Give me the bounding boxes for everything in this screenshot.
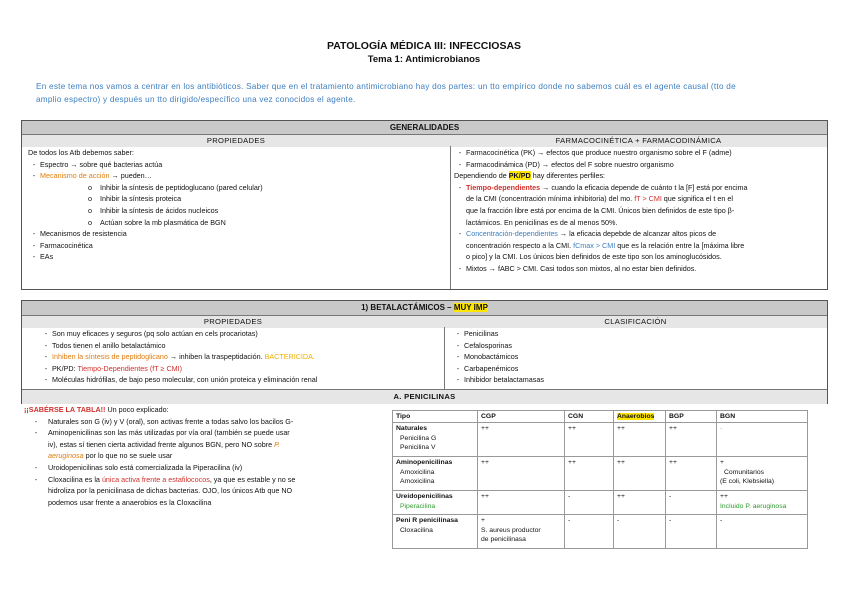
pkpd-highlight: PK/PD — [508, 171, 531, 181]
list-item — [24, 404, 384, 416]
table-cell: ++ — [614, 423, 666, 457]
list-item: - Uroidopenicilinas solo está comercializada la Piperacilina (iv) — [34, 462, 243, 472]
penicilinas-explanation — [24, 404, 384, 508]
list-item — [454, 193, 824, 205]
propiedades-column — [28, 147, 448, 263]
pen-text: Naturales son G (iv) y V (oral), son activas frente a todas salvo los bacilos G- — [48, 416, 294, 426]
conc-text: → la eficacia depebde de alcanzar altos picos de — [557, 229, 717, 239]
drug-name: Amoxicilina — [400, 478, 435, 486]
sub-text: Inhibir la síntesis de peptidoglucano (pared celular) — [100, 182, 263, 192]
table-cell: - — [614, 515, 666, 549]
tiempo-label: Tiempo-dependientes — [466, 182, 541, 192]
generalidades-table — [21, 120, 828, 290]
list-item: - Todos tienen el anillo betalactámico — [44, 340, 166, 350]
espectro-text: Espectro → sobre qué bacterias actúa — [40, 159, 163, 169]
prop-text: Moléculas hidrófilas, de bajo peso molecular, con unión proteica y eliminación renal — [52, 375, 318, 385]
table-row — [393, 491, 808, 515]
list-item: - Penicilinas — [456, 329, 499, 338]
sub-item: o Actúan sobre la mb plasmática de BGN — [88, 217, 226, 227]
table-cell — [393, 457, 478, 491]
propiedades-header: PROPIEDADES — [22, 134, 451, 147]
pen-text: , ya que es estable y no se — [209, 474, 296, 484]
list-item: - Aminopenicilinas son las más utilizadas por vía oral (también se puede usar — [34, 428, 290, 438]
list-item: - Carbapenémicos — [456, 363, 519, 373]
table-cell — [393, 515, 478, 549]
betalactamicos-table — [21, 300, 828, 404]
pk-text: Farmacocinética (PK) → efectos que produce nuestro organismo sobre el F (adme) — [466, 148, 732, 157]
bgn-note: Incluido P. aeruginosa — [720, 502, 787, 510]
intro-line: En este tema nos vamos a centrar en los antibióticos. Saber que en el tratamiento antimicrobiano hay dos partes: un tto empírico donde no sabemos cuál es el agente causal (tto de — [36, 82, 736, 91]
list-item — [24, 439, 384, 451]
page-title: PATOLOGÍA MÉDICA III: INFECCIOSAS — [326, 40, 522, 52]
resistencia-text: Mecanismos de resistencia — [40, 229, 127, 239]
beta-propiedades-column — [40, 328, 317, 386]
list-item: lactámicos. En penicilinas es de al menos 50%. — [466, 217, 618, 227]
table-cell: ++ — [478, 491, 565, 515]
prop-text: Inhiben la síntesis de peptidoglicano — [52, 352, 168, 362]
generalidades-title: GENERALIDADES — [22, 121, 827, 134]
pd-text: Farmacodinámica (PD) → efectos del F sobre nuestro organismo — [466, 159, 674, 169]
bactericida-text: BACTERICIDA. — [264, 352, 315, 362]
class-text: Cefalosporinas — [464, 340, 512, 350]
sub-item: o Inhibir la síntesis de ácidos nucleicos — [88, 205, 219, 215]
table-cell: ++ — [565, 457, 614, 491]
table-header: CGP — [478, 411, 565, 423]
tipo-name: Ureidopenicilinas — [396, 493, 453, 501]
clasificacion-header: CLASIFICACIÓN — [444, 315, 827, 328]
pen-text: Uroidopenicilinas solo está comercializada la Piperacilina (iv) — [48, 462, 243, 472]
sub-text: Actúan sobre la mb plasmática de BGN — [100, 217, 226, 227]
table-cell: - — [666, 491, 717, 515]
pen-text: iv), estas sí tienen cierta actividad frente algunos BGN, pero NO sobre — [48, 439, 275, 449]
list-item: - Inhibidor betalactamasas — [456, 375, 544, 385]
class-text: Carbapenémicos — [464, 363, 519, 373]
estafilococos-text: única activa frente a estafilococos — [101, 474, 210, 484]
drug-name: Amoxicilina — [400, 468, 435, 476]
betalactamicos-title — [22, 301, 827, 315]
p-aeruginosa: P. — [274, 439, 280, 449]
table-cell: - — [717, 423, 808, 457]
table-cell: ++ — [478, 423, 565, 457]
list-item: - Son muy eficaces y seguros (pq solo actúan en cels procariotas) — [44, 329, 258, 338]
drug-name: Cloxacilina — [400, 526, 433, 534]
table-row — [393, 515, 808, 549]
sub-item: o Inhibir la síntesis proteica — [88, 194, 182, 204]
list-item: - Concentración-dependientes → la eficacia depebde de alcanzar altos picos de — [458, 229, 717, 239]
list-item: - PK/PD: Tiempo-Dependientes (fT ≥ CMI) — [44, 363, 183, 373]
pen-text: Aminopenicilinas son las más utilizadas por vía oral (también se puede usar — [48, 428, 290, 438]
table-row — [393, 423, 808, 457]
conc-text: que es la relación entre la [máxima libre — [615, 240, 745, 250]
conc-label: Concentración-dependientes — [466, 229, 558, 239]
bgn-note: (E coli, Klebsiella) — [720, 478, 775, 486]
tiempo-dep-text: Tiempo-Dependientes (fT ≥ CMI) — [77, 363, 183, 373]
table-cell: ++ — [666, 423, 717, 457]
class-text: Monobactámicos — [464, 352, 519, 362]
sub-item: o Inhibir la síntesis de peptidoglucano (pared celular) — [88, 182, 263, 192]
eas-text: EAs — [40, 252, 54, 262]
prop-text: → inhiben la traspeptidación. — [167, 352, 265, 362]
mecanismo-rest: → pueden… — [109, 171, 152, 181]
dep-text: Dependiendo de — [454, 171, 509, 181]
list-item: - Mixtos → fABC > CMI. Casi todos son mixtos, al no estar bien definidos. — [458, 263, 697, 273]
list-item: que la fracción libre está por encima de la CMI. Únicos bien definidos de este tipo β- — [466, 205, 735, 215]
ft-cmi: fT > CMI — [634, 194, 662, 204]
table-cell: - — [666, 515, 717, 549]
table-header: BGP — [666, 411, 717, 423]
table-cell — [717, 491, 808, 515]
table-cell — [478, 515, 565, 549]
bgn-value: + — [720, 459, 724, 467]
prop-text: PK/PD: — [52, 363, 78, 373]
list-item: o pico] y la CMI. Los únicos bien definidos de este tipo son los aminoglucósidos. — [466, 252, 722, 262]
class-text: Penicilinas — [464, 329, 499, 338]
bgn-note: Comunitarios — [724, 468, 765, 476]
list-item: - Naturales son G (iv) y V (oral), son activas frente a todas salvo los bacilos G- — [34, 416, 294, 426]
list-item: - Tiempo-dependientes → cuando la eficacia depende de cuánto t la [F] está por encima — [458, 182, 748, 192]
table-header: Tipo — [393, 411, 478, 423]
pen-text: Cloxacilina es la — [48, 474, 102, 484]
tipo-name: Aminopenicilinas — [396, 459, 453, 467]
list-item — [454, 240, 824, 252]
list-item: - Espectro → sobre qué bacterias actúa — [32, 159, 163, 169]
column-divider — [450, 146, 451, 289]
drug-name: Piperacilina — [400, 502, 436, 510]
list-item — [454, 170, 824, 182]
saber-post: Un poco explicado: — [105, 405, 169, 414]
farmaco-column — [454, 147, 824, 275]
list-item: - EAs — [32, 252, 54, 262]
list-item: - Mecanismo de acción → pueden… — [32, 171, 152, 181]
tiempo-text: que significa el t en el — [661, 194, 733, 204]
column-divider — [444, 327, 445, 389]
page-subtitle: Tema 1: Antimicrobianos — [367, 54, 481, 65]
tiempo-text: de la CMI (concentración mínima inhibitoria) del mo. — [466, 194, 635, 204]
mecanismo-text: Mecanismo de acción — [40, 171, 110, 181]
list-item: - Cefalosporinas — [456, 340, 512, 350]
table-cell — [393, 423, 478, 457]
fcmax-cmi: fCmax > CMI — [573, 240, 616, 250]
list-item: De todos los Atb debemos saber: — [28, 148, 134, 157]
sub-text: Inhibir la síntesis de ácidos nucleicos — [100, 205, 219, 215]
intro-paragraph — [36, 80, 811, 106]
table-header-row — [393, 411, 808, 423]
list-item: - Mecanismos de resistencia — [32, 229, 127, 239]
cgp-note: de penicilinasa — [481, 536, 526, 544]
table-cell: ++ — [666, 457, 717, 491]
list-item: - Moléculas hidrófilas, de bajo peso molecular, con unión proteica y eliminación renal — [44, 375, 318, 385]
dep-text: hay diferentes perfiles: — [530, 171, 606, 181]
bgn-value: ++ — [720, 493, 728, 501]
table-cell: ++ — [614, 457, 666, 491]
table-cell: - — [565, 515, 614, 549]
tipo-name: Naturales — [396, 425, 427, 433]
table-cell: ++ — [614, 491, 666, 515]
list-item: hidroliza por la penicilinasa de dichas bacterias. OJO, los únicos Atb que NO — [48, 486, 293, 496]
list-item: podemos usar frente a anaerobios es la Cloxacilina — [48, 497, 212, 507]
list-item: - Monobactámicos — [456, 352, 519, 362]
drug-name: Penicilina G — [400, 434, 437, 442]
list-item — [24, 450, 384, 462]
intro-line: amplio espectro) y después un tto dirigido/específico una vez conocidos el agente. — [36, 95, 356, 104]
pen-text: por lo que no se suele usar — [83, 451, 173, 461]
clasificacion-column — [452, 328, 544, 386]
drug-name: Penicilina V — [400, 444, 436, 452]
list-item: - Inhiben la síntesis de peptidoglicano → inhiben la traspeptidación. BACTERICIDA. — [44, 352, 315, 362]
farmaco-header: FARMACOCINÉTICA + FARMACODINÁMICA — [450, 134, 827, 147]
muy-imp-highlight: MUY IMP — [453, 303, 488, 312]
table-cell: ++ — [565, 423, 614, 457]
list-item: - Farmacodinámica (PD) → efectos del F sobre nuestro organismo — [458, 159, 674, 169]
prop-text: Todos tienen el anillo betalactámico — [52, 340, 166, 350]
penicilinas-title: A. PENICILINAS — [22, 389, 827, 404]
list-item: - Farmacocinética (PK) → efectos que produce nuestro organismo sobre el F (adme) — [458, 148, 732, 157]
beta-propiedades-header: PROPIEDADES — [22, 315, 445, 328]
list-item: - Cloxacilina es la única activa frente a estafilococos, ya que es estable y no se — [34, 474, 296, 484]
prop-text: Son muy eficaces y seguros (pq solo actúan en cels procariotas) — [52, 329, 258, 338]
list-item: - Farmacocinética — [32, 240, 93, 250]
class-text: Inhibidor betalactamasas — [464, 375, 544, 385]
conc-text: concentración respecto a la CMI. — [466, 240, 574, 250]
tipo-name: Peni R penicilinasa — [396, 517, 458, 525]
p-aeruginosa: aeruginosa — [48, 451, 84, 461]
table-cell — [717, 457, 808, 491]
farmaco-text: Farmacocinética — [40, 240, 93, 250]
table-cell: ++ — [478, 457, 565, 491]
anaerobios-highlight: Anaerobios — [617, 413, 655, 420]
tiempo-text: → cuando la eficacia depende de cuánto t la [F] está por encima — [540, 182, 748, 192]
penicilinas-table — [392, 410, 808, 549]
table-header: BGN — [717, 411, 808, 423]
cgp-note: S. aureus productor — [481, 526, 541, 534]
cgp-value: + — [481, 517, 485, 525]
table-row — [393, 457, 808, 491]
beta-title-text: 1) BETALACTÁMICOS – — [361, 303, 454, 312]
sub-text: Inhibir la síntesis proteica — [100, 194, 182, 204]
mixtos-text: Mixtos → fABC > CMI. Casi todos son mixtos, al no estar bien definidos. — [466, 263, 697, 273]
saber-tabla: ¡¡SABÉRSE LA TABLA!! — [24, 405, 106, 414]
table-header — [614, 411, 666, 423]
table-cell: - — [717, 515, 808, 549]
table-cell: - — [565, 491, 614, 515]
table-header: CGN — [565, 411, 614, 423]
table-cell — [393, 491, 478, 515]
